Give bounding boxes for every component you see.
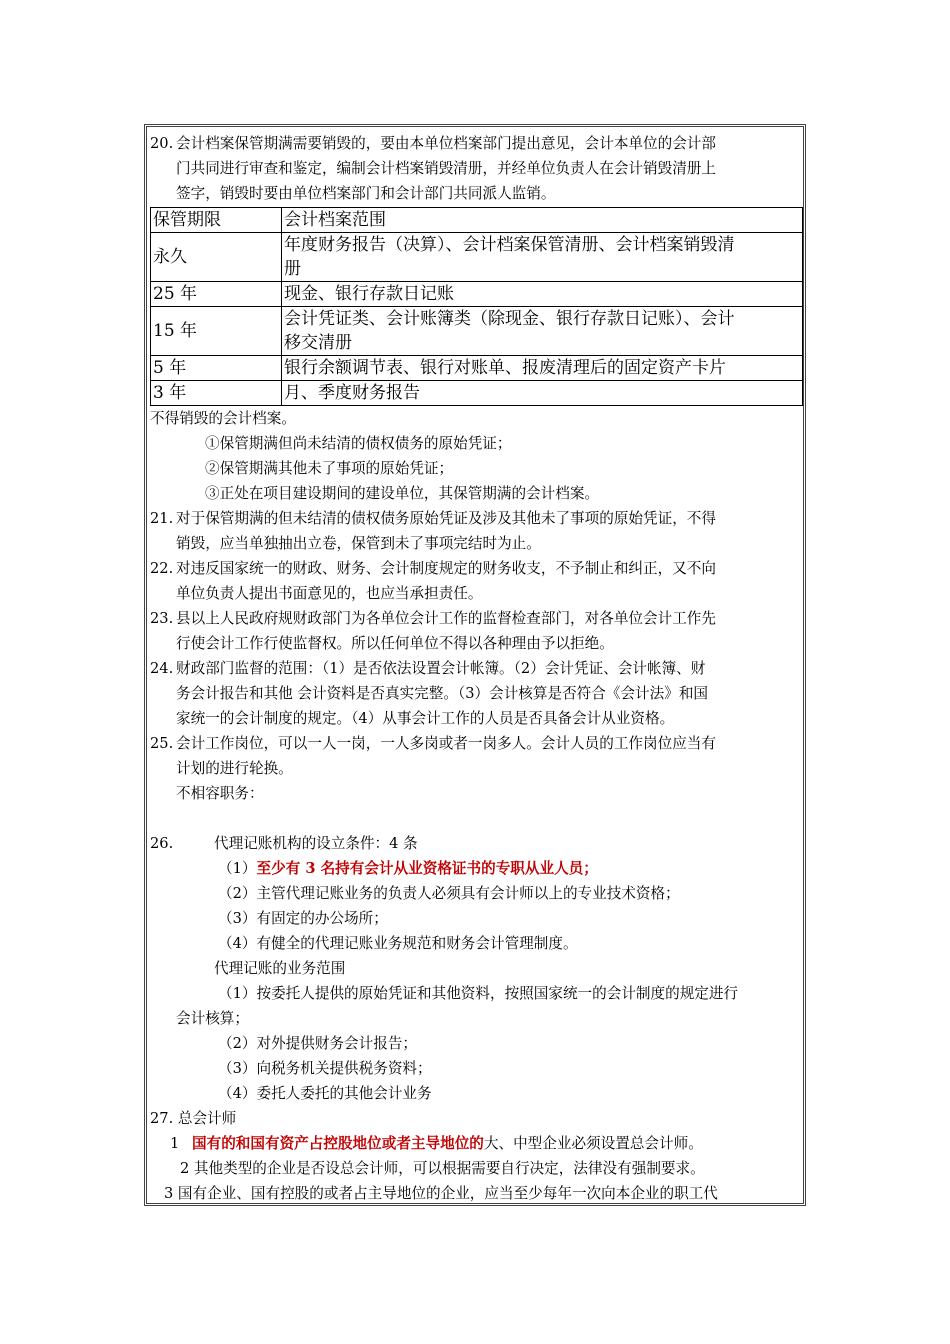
item24-text: 财政部门监督的范围：（1）是否依法设置会计帐簿。（2）会计凭证、会计帐簿、财 <box>176 660 706 677</box>
cond1-highlight: 至少有 3 名持有会计从业资格证书的专职从业人员； <box>256 860 598 877</box>
item23-line2: 行使会计工作行使监督权。所以任何单位不得以各种理由予以拒绝。 <box>176 635 614 652</box>
item22-line2: 单位负责人提出书面意见的，也应当承担责任。 <box>176 585 483 602</box>
item24-number: 24. <box>150 660 174 677</box>
item26-number: 26. <box>150 835 174 852</box>
row-scope-line: 册 <box>284 259 301 279</box>
item26-scope: （2）对外提供财务会计报告； <box>218 1035 418 1052</box>
row-period: 15 年 <box>151 307 282 356</box>
item27-p3: 3 国有企业、国有控股的或者占主导地位的企业，应当至少每年一次向本企业的职工代 <box>164 1185 718 1202</box>
row-period: 永久 <box>151 233 282 282</box>
item25-line2: 计划的进行轮换。 <box>176 760 293 777</box>
row-scope <box>282 233 803 282</box>
item24-line3: 家统一的会计制度的规定。（4）从事会计工作的人员是否具备会计从业资格。 <box>176 710 675 727</box>
row-period: 25 年 <box>151 282 282 307</box>
content-frame <box>144 124 806 1206</box>
table-row <box>151 381 803 406</box>
item26-scope: （3）向税务机关提供税务资料； <box>218 1060 432 1077</box>
item21-number: 21. <box>150 510 174 527</box>
item26-cond: （2）主管代理记账业务的负责人必须具有会计师以上的专业技术资格； <box>218 885 680 902</box>
retention-table <box>150 207 803 406</box>
item20-text: 会计档案保管期满需要销毁的，要由本单位档案部门提出意见，会计本单位的会计部 <box>176 135 716 152</box>
table-header-row <box>151 208 803 233</box>
item26-title-line <box>150 831 800 856</box>
row-period: 5 年 <box>151 356 282 381</box>
item20-number: 20. <box>150 135 174 152</box>
cond1-prefix: （1） <box>218 860 257 877</box>
item27-p2: 2 其他类型的企业是否设总会计师，可以根据需要自行决定，法律没有强制要求。 <box>180 1160 705 1177</box>
no-destroy-item: ②保管期满其他未了事项的原始凭证； <box>205 460 454 477</box>
item26-cond1 <box>150 856 800 881</box>
no-destroy-item: ③正处在项目建设期间的建设单位，其保管期满的会计档案。 <box>205 485 600 502</box>
row-scope-line: 移交清册 <box>284 333 352 353</box>
header-scope: 会计档案范围 <box>282 208 803 233</box>
item22-number: 22. <box>150 560 174 577</box>
row-scope <box>282 307 803 356</box>
item27-p1 <box>150 1131 800 1156</box>
table-row <box>151 356 803 381</box>
item21-line1 <box>150 506 800 531</box>
row-period: 3 年 <box>151 381 282 406</box>
item25-line1 <box>150 731 800 756</box>
row-scope-line: 年度财务报告（决算）、会计档案保管清册、会计档案销毁清 <box>284 235 735 255</box>
item25-text: 会计工作岗位，可以一人一岗，一人多岗或者一岗多人。会计人员的工作岗位应当有 <box>176 735 716 752</box>
item20-line1 <box>150 131 800 156</box>
item26-title: 代理记账机构的设立条件：4 条 <box>214 835 418 852</box>
item27-p1-number: 1 <box>170 1135 180 1152</box>
item24-line2: 务会计报告和其他 会计资料是否真实完整。（3）会计核算是否符合《会计法》和国 <box>176 685 709 702</box>
item25-number: 25. <box>150 735 174 752</box>
item27-p1-highlight: 国有的和国有资产占控股地位或者主导地位的 <box>192 1135 484 1152</box>
item22-text: 对违反国家统一的财政、财务、会计制度规定的财务收支，不予制止和纠正，又不向 <box>176 560 716 577</box>
table-row <box>151 282 803 307</box>
item20-line2: 门共同进行审查和鉴定，编制会计档案销毁清册，并经单位负责人在会计销毁清册上 <box>176 160 716 177</box>
item27-title: 27. 总会计师 <box>150 1110 237 1127</box>
no-destroy-title: 不得销毁的会计档案。 <box>150 410 296 427</box>
item23-text: 县以上人民政府规财政部门为各单位会计工作的监督检查部门，对各单位会计工作先 <box>176 610 716 627</box>
item26-scope: （4）委托人委托的其他会计业务 <box>218 1085 432 1102</box>
item24-line1 <box>150 656 800 681</box>
item26-cond: （4）有健全的代理记账业务规范和财务会计管理制度。 <box>218 935 578 952</box>
header-period: 保管期限 <box>151 208 282 233</box>
item26-scope-title: 代理记账的业务范围 <box>214 960 346 977</box>
item22-line1 <box>150 556 800 581</box>
content-body <box>150 131 800 1206</box>
table-row <box>151 307 803 356</box>
item23-line1 <box>150 606 800 631</box>
item26-cond: （3）有固定的办公场所； <box>218 910 388 927</box>
row-scope: 月、季度财务报告 <box>282 381 803 406</box>
item23-number: 23. <box>150 610 174 627</box>
item21-line2: 销毁，应当单独抽出立卷，保管到未了事项完结时为止。 <box>176 535 541 552</box>
no-destroy-item: ①保管期满但尚未结清的债权债务的原始凭证； <box>205 435 512 452</box>
row-scope: 现金、银行存款日记账 <box>282 282 803 307</box>
table-row <box>151 233 803 282</box>
row-scope-line: 会计凭证类、会计账簿类（除现金、银行存款日记账）、会计 <box>284 309 735 329</box>
item26-scope1a: （1）按委托人提供的原始凭证和其他资料，按照国家统一的会计制度的规定进行 <box>218 985 739 1002</box>
item27-p1-rest: 大、中型企业必须设置总会计师。 <box>483 1135 703 1152</box>
item20-line3: 签字，销毁时要由单位档案部门和会计部门共同派人监销。 <box>176 185 556 202</box>
spacer <box>150 806 800 831</box>
item21-text: 对于保管期满的但未结清的债权债务原始凭证及涉及其他未了事项的原始凭证，不得 <box>176 510 716 527</box>
item25-extra: 不相容职务： <box>176 785 264 802</box>
row-scope: 银行余额调节表、银行对账单、报废清理后的固定资产卡片 <box>282 356 803 381</box>
item26-scope1b: 会计核算； <box>176 1010 249 1027</box>
